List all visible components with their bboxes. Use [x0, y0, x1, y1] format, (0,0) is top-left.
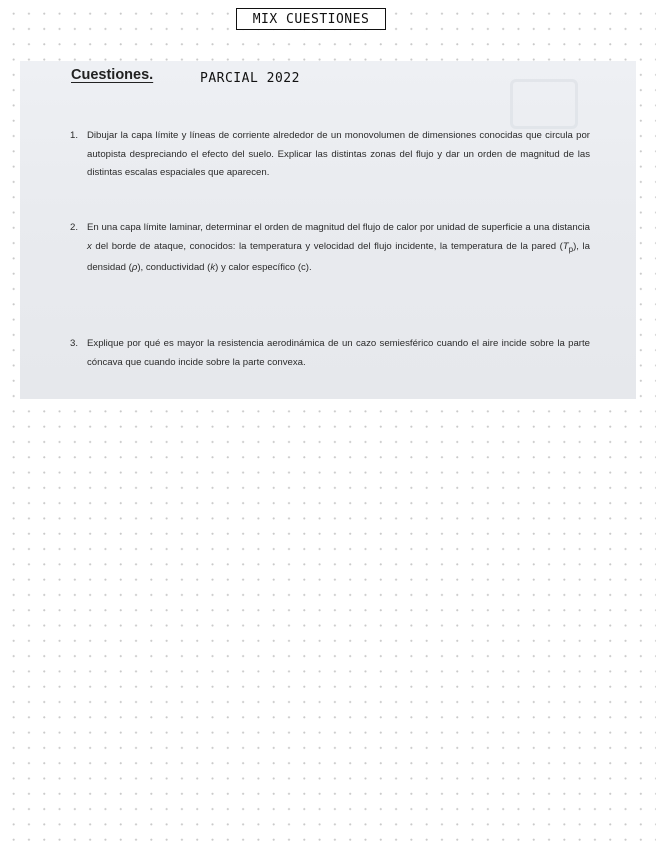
- variable-x: x: [87, 240, 92, 252]
- question-text: Explique por qué es mayor la resistencia aerodinámica de un cazo semiesférico cuando el aire incide sobre la parte cóncava que cuando incide sobre la parte convexa.: [87, 338, 590, 368]
- text-segment: ), la densidad (: [87, 240, 590, 273]
- section-heading: Cuestiones.: [71, 67, 154, 83]
- question-item: [70, 335, 590, 372]
- question-item: [70, 127, 590, 183]
- bleed-through-mark: [510, 79, 578, 129]
- question-text: Dibujar la capa límite y líneas de corriente alrededor de un monovolumen de dimensiones conocidas que circula por autopista despreciando el efecto del suelo. Explicar las distintas zonas del flujo y dar un orden de magnitud de las distintas escalas espaciales que aparecen.: [87, 130, 590, 178]
- text-segment: En una capa límite laminar, determinar el orden de magnitud del flujo de calor por unidad de superficie a una distancia: [87, 222, 590, 233]
- exam-photo: [20, 61, 636, 399]
- text-segment: ), conductividad (: [137, 261, 211, 273]
- text-segment: ) y calor específico (c).: [215, 261, 312, 273]
- text-segment: del borde de ataque, conocidos: la temperatura y velocidad del flujo incidente, la temperatura de la pared (: [91, 240, 563, 252]
- title-box: [236, 8, 386, 30]
- variable-tp-subscript: p: [568, 244, 574, 254]
- handwritten-note: PARCIAL 2022: [200, 71, 300, 86]
- variable-k: k: [210, 261, 216, 273]
- question-item: [70, 219, 590, 277]
- question-number: 3.: [70, 338, 79, 349]
- question-number: 2.: [70, 222, 79, 233]
- variable-rho: ρ: [131, 261, 138, 273]
- question-number: 1.: [70, 130, 79, 141]
- page-title: MIX CUESTIONES: [252, 11, 370, 27]
- variable-tp: T: [562, 240, 569, 252]
- question-text: [87, 219, 590, 277]
